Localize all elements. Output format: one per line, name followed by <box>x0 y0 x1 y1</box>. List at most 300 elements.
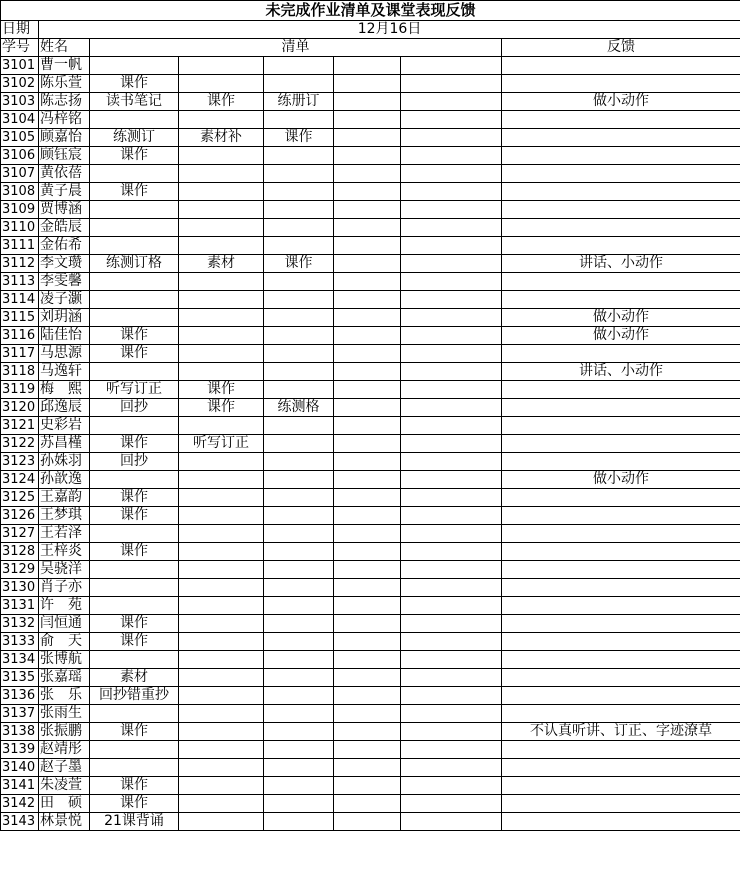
task-cell[interactable] <box>334 633 401 651</box>
task-cell[interactable]: 课作 <box>179 93 264 111</box>
student-name-cell[interactable]: 冯梓铭 <box>39 111 90 129</box>
task-cell[interactable] <box>401 417 502 435</box>
task-cell[interactable] <box>264 435 334 453</box>
feedback-cell[interactable] <box>502 75 740 93</box>
task-cell[interactable] <box>401 327 502 345</box>
task-cell[interactable] <box>179 417 264 435</box>
task-cell[interactable] <box>401 75 502 93</box>
task-cell[interactable] <box>334 93 401 111</box>
task-cell[interactable] <box>179 75 264 93</box>
task-cell[interactable] <box>179 813 264 831</box>
feedback-cell[interactable] <box>502 183 740 201</box>
task-cell[interactable] <box>264 777 334 795</box>
feedback-cell[interactable] <box>502 507 740 525</box>
task-cell[interactable] <box>334 309 401 327</box>
student-id-cell[interactable]: 3135 <box>1 669 39 687</box>
student-name-cell[interactable]: 马逸轩 <box>39 363 90 381</box>
task-cell[interactable] <box>334 381 401 399</box>
task-cell[interactable] <box>401 219 502 237</box>
task-cell[interactable] <box>264 273 334 291</box>
student-id-cell[interactable]: 3113 <box>1 273 39 291</box>
task-cell[interactable] <box>179 543 264 561</box>
task-cell[interactable] <box>179 795 264 813</box>
task-cell[interactable] <box>90 219 179 237</box>
task-cell[interactable] <box>334 471 401 489</box>
student-id-cell[interactable]: 3132 <box>1 615 39 633</box>
student-name-cell[interactable]: 孙姝羽 <box>39 453 90 471</box>
task-cell[interactable] <box>401 165 502 183</box>
date-label[interactable]: 日期 <box>1 21 39 39</box>
task-cell[interactable] <box>401 741 502 759</box>
task-cell[interactable] <box>90 561 179 579</box>
task-cell[interactable] <box>264 795 334 813</box>
task-cell[interactable] <box>179 507 264 525</box>
task-cell[interactable] <box>90 57 179 75</box>
student-id-cell[interactable]: 3129 <box>1 561 39 579</box>
task-cell[interactable] <box>401 579 502 597</box>
task-cell[interactable] <box>334 75 401 93</box>
task-cell[interactable]: 听写订正 <box>179 435 264 453</box>
task-cell[interactable] <box>334 507 401 525</box>
feedback-cell[interactable] <box>502 345 740 363</box>
feedback-cell[interactable]: 讲话、小动作 <box>502 255 740 273</box>
task-cell[interactable] <box>401 507 502 525</box>
task-cell[interactable] <box>401 489 502 507</box>
student-name-cell[interactable]: 吴骁洋 <box>39 561 90 579</box>
task-cell[interactable] <box>179 309 264 327</box>
task-cell[interactable] <box>90 651 179 669</box>
task-cell[interactable] <box>334 615 401 633</box>
feedback-cell[interactable] <box>502 147 740 165</box>
task-cell[interactable]: 课作 <box>90 435 179 453</box>
task-cell[interactable] <box>264 489 334 507</box>
task-cell[interactable] <box>401 435 502 453</box>
feedback-cell[interactable]: 讲话、小动作 <box>502 363 740 381</box>
student-name-cell[interactable]: 俞 天 <box>39 633 90 651</box>
task-cell[interactable] <box>264 633 334 651</box>
task-cell[interactable] <box>264 579 334 597</box>
student-name-cell[interactable]: 陆佳怡 <box>39 327 90 345</box>
task-cell[interactable] <box>179 291 264 309</box>
feedback-cell[interactable] <box>502 705 740 723</box>
student-name-cell[interactable]: 王梓炎 <box>39 543 90 561</box>
feedback-cell[interactable]: 做小动作 <box>502 309 740 327</box>
task-cell[interactable]: 21课背诵 <box>90 813 179 831</box>
student-id-cell[interactable]: 3128 <box>1 543 39 561</box>
task-cell[interactable] <box>264 669 334 687</box>
task-cell[interactable] <box>334 417 401 435</box>
task-cell[interactable] <box>264 183 334 201</box>
task-cell[interactable]: 课作 <box>90 147 179 165</box>
student-name-cell[interactable]: 贾博涵 <box>39 201 90 219</box>
task-cell[interactable] <box>334 57 401 75</box>
task-cell[interactable] <box>179 759 264 777</box>
sheet-title[interactable]: 未完成作业清单及课堂表现反馈 <box>1 1 740 21</box>
student-id-cell[interactable]: 3114 <box>1 291 39 309</box>
task-cell[interactable] <box>401 471 502 489</box>
student-id-cell[interactable]: 3120 <box>1 399 39 417</box>
task-cell[interactable]: 回抄错重抄 <box>90 687 179 705</box>
task-cell[interactable] <box>401 381 502 399</box>
student-name-cell[interactable]: 王梦琪 <box>39 507 90 525</box>
student-id-cell[interactable]: 3110 <box>1 219 39 237</box>
task-cell[interactable]: 课作 <box>90 183 179 201</box>
task-cell[interactable] <box>179 777 264 795</box>
task-cell[interactable] <box>90 363 179 381</box>
task-cell[interactable] <box>90 165 179 183</box>
task-cell[interactable] <box>401 705 502 723</box>
task-cell[interactable] <box>179 363 264 381</box>
feedback-cell[interactable] <box>502 129 740 147</box>
student-id-cell[interactable]: 3118 <box>1 363 39 381</box>
task-cell[interactable] <box>334 291 401 309</box>
date-value[interactable]: 12月16日 <box>39 21 740 39</box>
task-cell[interactable] <box>179 471 264 489</box>
student-id-cell[interactable]: 3107 <box>1 165 39 183</box>
task-cell[interactable] <box>401 57 502 75</box>
student-id-cell[interactable]: 3109 <box>1 201 39 219</box>
task-cell[interactable] <box>179 237 264 255</box>
task-cell[interactable] <box>264 327 334 345</box>
task-cell[interactable] <box>334 525 401 543</box>
task-cell[interactable] <box>179 453 264 471</box>
task-cell[interactable]: 素材 <box>90 669 179 687</box>
student-id-cell[interactable]: 3117 <box>1 345 39 363</box>
task-cell[interactable] <box>401 453 502 471</box>
student-name-cell[interactable]: 张振鹏 <box>39 723 90 741</box>
feedback-cell[interactable]: 做小动作 <box>502 471 740 489</box>
task-cell[interactable] <box>334 219 401 237</box>
student-id-cell[interactable]: 3131 <box>1 597 39 615</box>
task-cell[interactable] <box>334 687 401 705</box>
task-cell[interactable]: 课作 <box>179 381 264 399</box>
task-cell[interactable]: 素材补 <box>179 129 264 147</box>
task-cell[interactable]: 课作 <box>90 543 179 561</box>
task-cell[interactable] <box>401 561 502 579</box>
feedback-cell[interactable]: 做小动作 <box>502 327 740 345</box>
student-id-cell[interactable]: 3102 <box>1 75 39 93</box>
student-name-cell[interactable]: 史彩岩 <box>39 417 90 435</box>
feedback-cell[interactable]: 不认真听讲、订正、字迹潦草 <box>502 723 740 741</box>
task-cell[interactable] <box>334 561 401 579</box>
task-cell[interactable] <box>401 93 502 111</box>
task-cell[interactable] <box>334 237 401 255</box>
task-cell[interactable] <box>264 381 334 399</box>
task-cell[interactable] <box>179 327 264 345</box>
task-cell[interactable] <box>334 363 401 381</box>
task-cell[interactable] <box>264 615 334 633</box>
student-name-cell[interactable]: 陈乐萱 <box>39 75 90 93</box>
student-name-cell[interactable]: 许 苑 <box>39 597 90 615</box>
task-cell[interactable] <box>334 759 401 777</box>
feedback-cell[interactable] <box>502 525 740 543</box>
feedback-cell[interactable] <box>502 795 740 813</box>
task-cell[interactable] <box>401 273 502 291</box>
task-cell[interactable] <box>90 273 179 291</box>
task-cell[interactable] <box>90 759 179 777</box>
task-cell[interactable] <box>334 201 401 219</box>
task-cell[interactable] <box>401 687 502 705</box>
student-id-cell[interactable]: 3119 <box>1 381 39 399</box>
feedback-cell[interactable]: 做小动作 <box>502 93 740 111</box>
feedback-cell[interactable] <box>502 201 740 219</box>
task-cell[interactable] <box>401 201 502 219</box>
student-name-cell[interactable]: 张 乐 <box>39 687 90 705</box>
feedback-cell[interactable] <box>502 579 740 597</box>
task-cell[interactable]: 课作 <box>90 507 179 525</box>
task-cell[interactable] <box>179 597 264 615</box>
task-cell[interactable] <box>90 597 179 615</box>
task-cell[interactable] <box>401 129 502 147</box>
feedback-cell[interactable] <box>502 759 740 777</box>
task-cell[interactable] <box>264 111 334 129</box>
task-cell[interactable] <box>264 759 334 777</box>
task-cell[interactable] <box>264 363 334 381</box>
feedback-cell[interactable] <box>502 687 740 705</box>
feedback-cell[interactable] <box>502 615 740 633</box>
task-cell[interactable] <box>334 327 401 345</box>
task-cell[interactable] <box>264 543 334 561</box>
feedback-cell[interactable] <box>502 57 740 75</box>
student-name-cell[interactable]: 张嘉瑶 <box>39 669 90 687</box>
task-cell[interactable] <box>401 723 502 741</box>
task-cell[interactable]: 练测订 <box>90 129 179 147</box>
student-id-cell[interactable]: 3140 <box>1 759 39 777</box>
task-cell[interactable] <box>401 147 502 165</box>
task-cell[interactable] <box>264 291 334 309</box>
task-cell[interactable] <box>334 741 401 759</box>
task-cell[interactable] <box>401 633 502 651</box>
student-name-cell[interactable]: 金皓辰 <box>39 219 90 237</box>
task-cell[interactable] <box>334 183 401 201</box>
task-cell[interactable] <box>401 111 502 129</box>
student-id-cell[interactable]: 3136 <box>1 687 39 705</box>
task-cell[interactable] <box>90 471 179 489</box>
feedback-cell[interactable] <box>502 165 740 183</box>
task-cell[interactable] <box>90 579 179 597</box>
task-cell[interactable]: 回抄 <box>90 399 179 417</box>
task-cell[interactable] <box>334 435 401 453</box>
task-cell[interactable] <box>334 597 401 615</box>
task-cell[interactable] <box>264 813 334 831</box>
task-cell[interactable] <box>264 525 334 543</box>
feedback-cell[interactable] <box>502 453 740 471</box>
task-cell[interactable] <box>334 345 401 363</box>
student-id-cell[interactable]: 3101 <box>1 57 39 75</box>
task-cell[interactable] <box>334 453 401 471</box>
student-id-cell[interactable]: 3141 <box>1 777 39 795</box>
task-cell[interactable] <box>334 255 401 273</box>
feedback-cell[interactable] <box>502 669 740 687</box>
task-cell[interactable] <box>264 219 334 237</box>
task-cell[interactable]: 课作 <box>90 345 179 363</box>
task-cell[interactable] <box>334 165 401 183</box>
header-list[interactable]: 清单 <box>90 39 502 57</box>
task-cell[interactable]: 回抄 <box>90 453 179 471</box>
feedback-cell[interactable] <box>502 399 740 417</box>
task-cell[interactable] <box>401 309 502 327</box>
student-id-cell[interactable]: 3125 <box>1 489 39 507</box>
task-cell[interactable] <box>334 669 401 687</box>
student-id-cell[interactable]: 3116 <box>1 327 39 345</box>
task-cell[interactable] <box>90 201 179 219</box>
student-id-cell[interactable]: 3130 <box>1 579 39 597</box>
student-id-cell[interactable]: 3123 <box>1 453 39 471</box>
task-cell[interactable] <box>264 471 334 489</box>
task-cell[interactable] <box>179 669 264 687</box>
task-cell[interactable] <box>401 291 502 309</box>
feedback-cell[interactable] <box>502 561 740 579</box>
task-cell[interactable] <box>264 309 334 327</box>
header-feedback[interactable]: 反馈 <box>502 39 740 57</box>
task-cell[interactable] <box>179 111 264 129</box>
task-cell[interactable] <box>334 147 401 165</box>
task-cell[interactable]: 课作 <box>90 327 179 345</box>
task-cell[interactable] <box>401 183 502 201</box>
task-cell[interactable] <box>401 597 502 615</box>
task-cell[interactable] <box>401 525 502 543</box>
student-id-cell[interactable]: 3139 <box>1 741 39 759</box>
task-cell[interactable] <box>334 723 401 741</box>
task-cell[interactable] <box>179 705 264 723</box>
task-cell[interactable] <box>264 453 334 471</box>
student-name-cell[interactable]: 曹一帆 <box>39 57 90 75</box>
task-cell[interactable] <box>179 489 264 507</box>
student-name-cell[interactable]: 闫恒通 <box>39 615 90 633</box>
student-name-cell[interactable]: 张雨生 <box>39 705 90 723</box>
task-cell[interactable] <box>334 705 401 723</box>
task-cell[interactable] <box>179 525 264 543</box>
task-cell[interactable] <box>179 723 264 741</box>
task-cell[interactable] <box>334 543 401 561</box>
task-cell[interactable] <box>90 417 179 435</box>
task-cell[interactable]: 课作 <box>90 795 179 813</box>
student-name-cell[interactable]: 朱凌萱 <box>39 777 90 795</box>
task-cell[interactable] <box>401 399 502 417</box>
task-cell[interactable] <box>401 777 502 795</box>
student-id-cell[interactable]: 3103 <box>1 93 39 111</box>
feedback-cell[interactable] <box>502 489 740 507</box>
student-name-cell[interactable]: 马思源 <box>39 345 90 363</box>
feedback-cell[interactable] <box>502 219 740 237</box>
task-cell[interactable]: 课作 <box>264 129 334 147</box>
task-cell[interactable] <box>179 687 264 705</box>
student-id-cell[interactable]: 3124 <box>1 471 39 489</box>
student-id-cell[interactable]: 3126 <box>1 507 39 525</box>
student-name-cell[interactable]: 金佑希 <box>39 237 90 255</box>
student-name-cell[interactable]: 邱逸辰 <box>39 399 90 417</box>
student-name-cell[interactable]: 黄依蓓 <box>39 165 90 183</box>
task-cell[interactable] <box>179 741 264 759</box>
student-id-cell[interactable]: 3105 <box>1 129 39 147</box>
student-name-cell[interactable]: 田 硕 <box>39 795 90 813</box>
student-name-cell[interactable]: 梅 熙 <box>39 381 90 399</box>
task-cell[interactable] <box>264 741 334 759</box>
task-cell[interactable] <box>334 399 401 417</box>
student-name-cell[interactable]: 孙歆逸 <box>39 471 90 489</box>
task-cell[interactable] <box>264 147 334 165</box>
task-cell[interactable] <box>179 561 264 579</box>
task-cell[interactable] <box>334 777 401 795</box>
student-name-cell[interactable]: 王若泽 <box>39 525 90 543</box>
student-name-cell[interactable]: 赵靖彤 <box>39 741 90 759</box>
task-cell[interactable] <box>264 723 334 741</box>
task-cell[interactable] <box>179 579 264 597</box>
task-cell[interactable]: 练册订 <box>264 93 334 111</box>
student-id-cell[interactable]: 3127 <box>1 525 39 543</box>
student-id-cell[interactable]: 3111 <box>1 237 39 255</box>
task-cell[interactable] <box>90 741 179 759</box>
task-cell[interactable] <box>179 633 264 651</box>
header-name[interactable]: 姓名 <box>39 39 90 57</box>
task-cell[interactable] <box>401 651 502 669</box>
task-cell[interactable]: 课作 <box>179 399 264 417</box>
task-cell[interactable] <box>179 147 264 165</box>
task-cell[interactable] <box>264 345 334 363</box>
task-cell[interactable] <box>401 363 502 381</box>
task-cell[interactable] <box>401 813 502 831</box>
student-name-cell[interactable]: 肖子亦 <box>39 579 90 597</box>
task-cell[interactable] <box>401 237 502 255</box>
task-cell[interactable] <box>334 813 401 831</box>
student-name-cell[interactable]: 黄子晨 <box>39 183 90 201</box>
task-cell[interactable] <box>264 75 334 93</box>
feedback-cell[interactable] <box>502 543 740 561</box>
student-id-cell[interactable]: 3134 <box>1 651 39 669</box>
task-cell[interactable] <box>264 507 334 525</box>
student-id-cell[interactable]: 3122 <box>1 435 39 453</box>
task-cell[interactable] <box>264 201 334 219</box>
task-cell[interactable]: 素材 <box>179 255 264 273</box>
student-id-cell[interactable]: 3137 <box>1 705 39 723</box>
task-cell[interactable]: 课作 <box>90 489 179 507</box>
task-cell[interactable] <box>90 705 179 723</box>
student-name-cell[interactable]: 刘玥涵 <box>39 309 90 327</box>
task-cell[interactable] <box>401 615 502 633</box>
task-cell[interactable] <box>334 795 401 813</box>
task-cell[interactable] <box>264 561 334 579</box>
task-cell[interactable] <box>90 309 179 327</box>
student-id-cell[interactable]: 3112 <box>1 255 39 273</box>
feedback-cell[interactable] <box>502 111 740 129</box>
task-cell[interactable] <box>334 579 401 597</box>
student-name-cell[interactable]: 凌子灏 <box>39 291 90 309</box>
task-cell[interactable] <box>401 543 502 561</box>
student-name-cell[interactable]: 张博航 <box>39 651 90 669</box>
task-cell[interactable]: 练测格 <box>264 399 334 417</box>
student-id-cell[interactable]: 3142 <box>1 795 39 813</box>
task-cell[interactable] <box>179 345 264 363</box>
task-cell[interactable] <box>401 345 502 363</box>
task-cell[interactable] <box>264 687 334 705</box>
task-cell[interactable] <box>90 237 179 255</box>
task-cell[interactable]: 课作 <box>90 75 179 93</box>
task-cell[interactable] <box>179 165 264 183</box>
feedback-cell[interactable] <box>502 651 740 669</box>
task-cell[interactable]: 课作 <box>90 723 179 741</box>
student-name-cell[interactable]: 李文瓒 <box>39 255 90 273</box>
task-cell[interactable]: 课作 <box>90 633 179 651</box>
task-cell[interactable] <box>179 183 264 201</box>
task-cell[interactable] <box>401 255 502 273</box>
student-name-cell[interactable]: 赵子墨 <box>39 759 90 777</box>
feedback-cell[interactable] <box>502 273 740 291</box>
student-id-cell[interactable]: 3138 <box>1 723 39 741</box>
task-cell[interactable] <box>334 273 401 291</box>
task-cell[interactable] <box>179 57 264 75</box>
task-cell[interactable]: 练测订格 <box>90 255 179 273</box>
task-cell[interactable] <box>179 615 264 633</box>
